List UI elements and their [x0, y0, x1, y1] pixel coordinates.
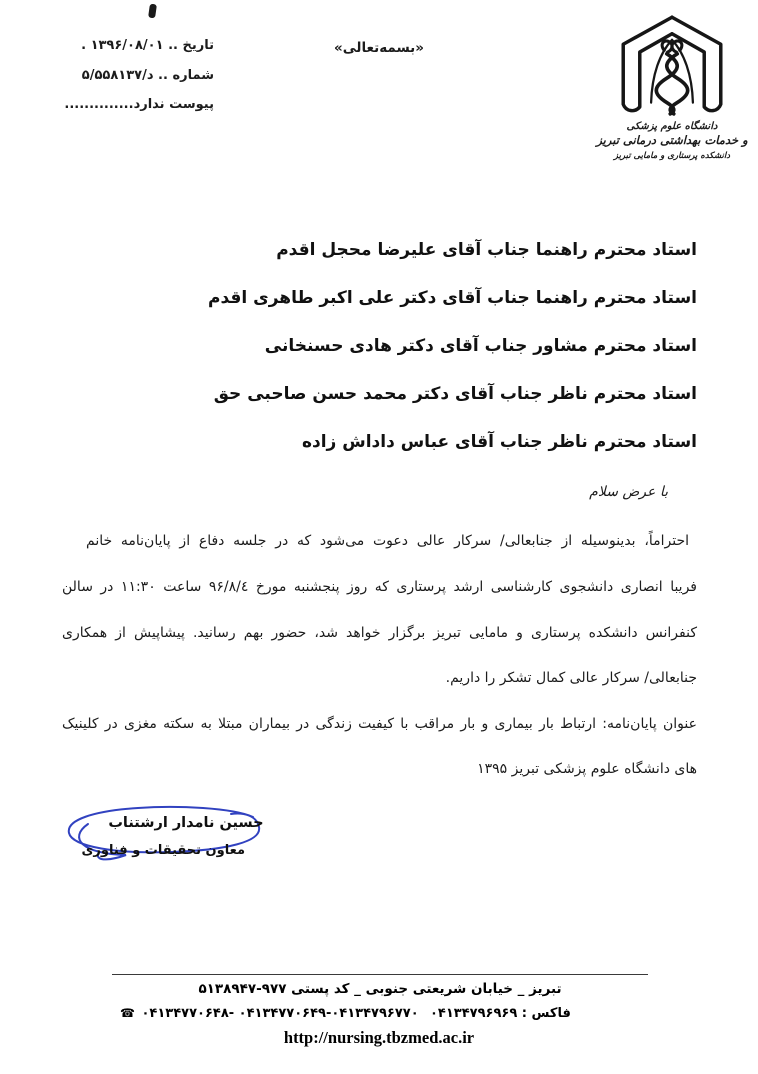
- thesis-title-line: عنوان پایان‌نامه: ارتباط بار بیماری و بار مراقب با کیفیت زندگی در بیماران مبتلا به سکته مغزی در کلینیک: [62, 716, 697, 732]
- footer-fax: [430, 1006, 571, 1021]
- signatory-title: معاون تحقیقات و فناوری: [81, 843, 245, 858]
- signature-ink: [48, 802, 283, 868]
- footer-address: [112, 981, 648, 997]
- date-value: ۱۳۹۶/۰۸/۰۱: [90, 38, 164, 53]
- footer-url: http://nursing.tbzmed.ac.ir: [283, 1028, 475, 1047]
- number-row: [34, 68, 214, 83]
- date-leader: ..: [168, 38, 178, 53]
- footer-postal-code: ۵۱۳۸۹۴۷-۹۷۷: [198, 981, 287, 997]
- attachment-value: ندارد: [133, 97, 165, 112]
- recipient-line: استاد محترم مشاور جناب آقای دکتر هادی حسنخانی: [264, 336, 697, 356]
- thesis-title-line: های دانشگاه علوم پزشکی تبریز ۱۳۹۵: [477, 761, 697, 777]
- phone-icon: ☎: [120, 1006, 135, 1020]
- number-leader: ..: [158, 68, 168, 83]
- recipient-line: استاد محترم راهنما جناب آقای علیرضا محجل اقدم: [276, 240, 697, 260]
- number-value: ۵/د/۵۵۸۱۳۷: [81, 68, 154, 83]
- body-line: فریبا انصاری دانشجوی کارشناسی ارشد پرستاری که روز پنجشنبه مورخ ۹۶/۸/٤ ساعت ۱۱:۳۰ در سالن: [62, 579, 697, 595]
- number-label: شماره: [172, 68, 214, 83]
- recipient-line: استاد محترم راهنما جناب آقای دکتر علی اکبر طاهری اقدم: [208, 288, 697, 308]
- footer-phones: [120, 1006, 419, 1021]
- emblem-text-line2: و خدمات بهداشتی درمانی تبریز: [596, 133, 748, 147]
- attachment-label: پیوست: [169, 97, 214, 112]
- recipient-line: استاد محترم ناظر جناب آقای دکتر محمد حسن صاحبی حق: [213, 384, 697, 404]
- university-emblem: [596, 12, 748, 162]
- emblem-text-line3: دانشکده پرستاری و مامایی تبریز: [613, 151, 731, 161]
- signatory-name: حسین نامدار ارشتناب: [108, 815, 264, 831]
- recipient-line: استاد محترم ناظر جناب آقای عباس داداش زاده: [301, 432, 697, 452]
- footer-address-text: تبریز _ خیابان شریعتی جنوبی _ کد پستی: [291, 981, 562, 997]
- footer-phone-numbers: ۰۴۱۳۴۷۷۰۶۴۸- ۰۴۱۳۴۷۷۰۶۴۹-۰۴۱۳۴۷۹۶۷۷۰: [141, 1006, 419, 1021]
- scan-artifact: [148, 4, 157, 19]
- besmele: «بسمه‌تعالی»: [334, 40, 424, 56]
- date-row: [34, 38, 214, 53]
- emblem-text-line1: دانشگاه علوم پزشکی: [626, 121, 718, 132]
- fax-label: فاکس: [531, 1006, 571, 1021]
- footer-divider: [112, 974, 648, 975]
- body-line: احتراماً، بدینوسیله از جنابعالی/ سرکار عالی دعوت می‌شود که در جلسه دفاع از پایان‌نامه خانم: [86, 533, 689, 549]
- salutation: با عرض سلام: [589, 484, 668, 500]
- attachment-dots: ..............: [64, 97, 134, 112]
- fax-number: ۰۴۱۳۴۷۹۶۹۶۹: [430, 1006, 518, 1021]
- attachment-row: [34, 97, 214, 112]
- emblem-book-icon: [611, 12, 733, 120]
- date-label: تاریخ: [182, 38, 214, 53]
- date-trail: .: [81, 38, 87, 53]
- fax-separator: :: [517, 1006, 532, 1021]
- body-line: جنابعالی/ سرکار عالی کمال تشکر را داریم.: [445, 670, 697, 686]
- body-line: کنفرانس دانشکده پرستاری و مامایی تبریز برگزار خواهد شد، حضور بهم رسانید. پیشاپیش از همکاری: [62, 625, 697, 641]
